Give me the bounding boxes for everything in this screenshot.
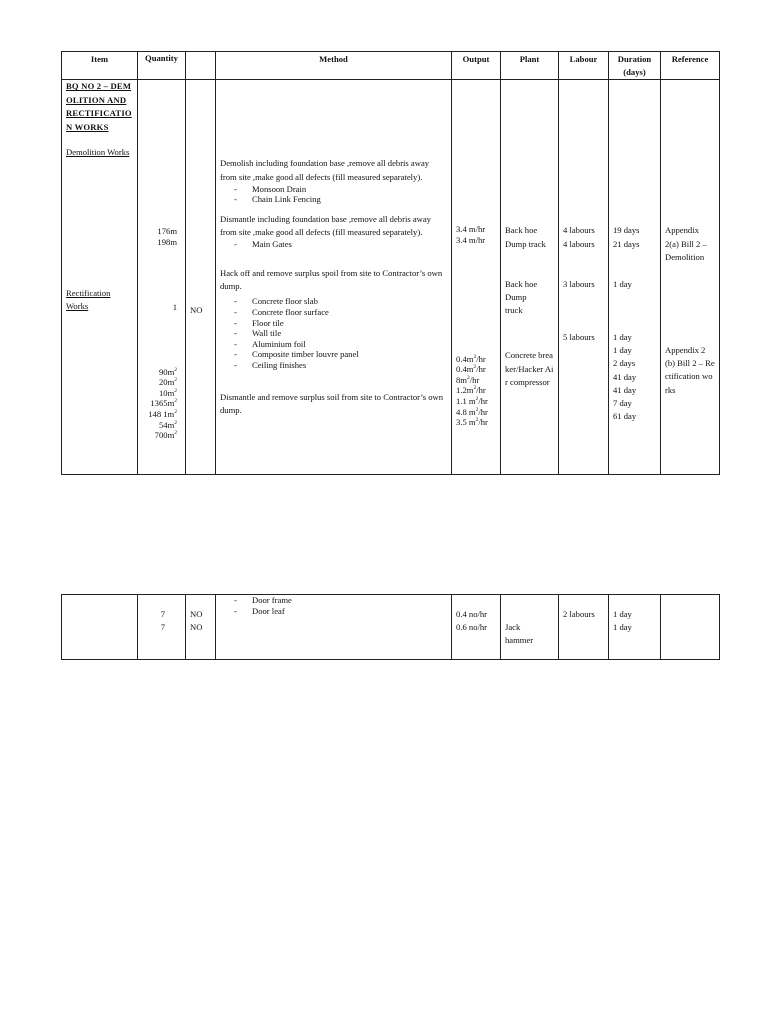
plant-value: Back hoe xyxy=(505,225,538,236)
rectification-method-text: Hack off and remove surplus spoil from site to Contractor’s own dump. xyxy=(220,268,443,292)
plant-value: Jack hammer xyxy=(505,622,534,646)
continuation-table xyxy=(61,594,720,660)
labour-cell xyxy=(559,80,609,475)
plant-cell xyxy=(501,80,559,475)
labour-value: 4 labours xyxy=(563,238,595,249)
method-list-item: - Aluminium foil xyxy=(234,338,306,349)
labour-value: 2 labours xyxy=(563,609,595,619)
method-list-item: - Main Gates xyxy=(234,239,292,250)
labour-cell xyxy=(559,595,609,660)
plant-value: Back hoe Dump truck xyxy=(505,278,538,316)
output-value: 3.4 m/hr xyxy=(456,235,486,245)
output-value: 4.8 $m^2/hr$ xyxy=(456,406,488,417)
plant-value: Dump track xyxy=(505,238,546,249)
quantity-value: 176m xyxy=(157,226,177,237)
duration-value: 41 day xyxy=(613,384,637,395)
method-statement-table xyxy=(61,51,720,475)
plant-cell xyxy=(501,595,559,660)
quantity-cell xyxy=(138,595,186,660)
method-list-item: - Monsoon Drain xyxy=(234,183,307,194)
method-list-item: - Concrete floor slab xyxy=(234,296,318,307)
header-quantity: Quantity xyxy=(138,52,186,80)
output-value: 3.4 m/hr xyxy=(456,224,486,235)
header-output: Output xyxy=(452,52,501,80)
duration-value: 19 days xyxy=(613,225,640,236)
reference-value: Appendix 2(b) Bill 2 – Rectification works xyxy=(665,345,715,395)
output-value: 0.6 no/hr xyxy=(456,622,488,633)
output-cell xyxy=(452,80,501,475)
continuation-row xyxy=(62,595,720,660)
quantity-value: $700m^2$ xyxy=(154,430,177,441)
method-list-item: - Composite timber louvre panel xyxy=(234,349,359,360)
rectification-method2-text: Dismantle and remove surplus soil from site to Contractor’s own dump. xyxy=(220,391,444,415)
method-cell xyxy=(216,595,452,660)
header-row xyxy=(62,52,720,80)
body-row xyxy=(62,80,720,475)
quantity-value: 198m xyxy=(157,237,177,247)
output-value: 3.5 $m^2/hr$ xyxy=(456,417,488,428)
method-cell xyxy=(216,80,452,475)
quantity-value: 148 $1m^2$ xyxy=(148,408,177,419)
unit-value: NO xyxy=(190,609,203,619)
unit-value: NO xyxy=(190,622,203,633)
quantity-value: $10m^2$ xyxy=(158,387,177,398)
rectification-works-label: Rectification Works xyxy=(66,288,111,312)
header-duration: Duration (days) xyxy=(609,52,661,80)
method-list-item: - Floor tile xyxy=(234,317,284,328)
reference-cell xyxy=(661,80,720,475)
quantity-value: $90m^2$ xyxy=(158,366,177,377)
output-value: 1.1 $m^2/hr$ xyxy=(456,395,488,406)
method-list-item: - Door leaf xyxy=(234,605,285,616)
demolition-works-label: Demolition Works xyxy=(66,147,130,158)
section-title: BQ NO 2 – DEMOLITION AND RECTIFICATION WORKS xyxy=(66,81,132,132)
duration-value: 1 day xyxy=(613,622,632,633)
quantity-value: $20m^2$ xyxy=(158,377,177,388)
header-reference: Reference xyxy=(661,52,720,80)
header-method: Method xyxy=(216,52,452,80)
header-labour: Labour xyxy=(559,52,609,80)
output-cell xyxy=(452,595,501,660)
output-value: 0.4 no/hr xyxy=(456,609,488,619)
quantity-value: 7 xyxy=(160,609,165,619)
duration-value: 41 day xyxy=(613,371,637,382)
unit-cell xyxy=(186,595,216,660)
duration-value: 1 day xyxy=(613,345,632,356)
labour-value: 3 labours xyxy=(563,278,595,289)
method-list-item: - Chain Link Fencing xyxy=(234,194,321,205)
reference-cell xyxy=(661,595,720,660)
output-value: $0.4m^2/hr$ xyxy=(456,353,486,364)
quantity-value: $54m^2$ xyxy=(158,419,177,430)
duration-value: 1 day xyxy=(613,278,632,289)
labour-value: 4 labours xyxy=(563,225,595,236)
duration-value: 61 day xyxy=(613,411,637,422)
method-list-item: - Wall tile xyxy=(234,328,282,339)
demolition-method-text: Demolish including foundation base ,remove all debris away from site ,make good all defects (fill measured separately). xyxy=(220,158,430,182)
duration-value: 1 day xyxy=(613,609,632,619)
quantity-value: 1 xyxy=(172,301,177,312)
header-plant: Plant xyxy=(501,52,559,80)
quantity-value: $1365m^2$ xyxy=(150,398,177,409)
reference-value: Appendix 2(a) Bill 2 – Demolition xyxy=(665,225,707,262)
header-unit xyxy=(186,52,216,80)
duration-value: 1 day xyxy=(613,331,632,342)
duration-cell xyxy=(609,595,661,660)
unit-cell xyxy=(186,80,216,475)
item-cell xyxy=(62,595,138,660)
output-value: $0.4m^2/hr$ xyxy=(456,364,486,375)
quantity-value: 7 xyxy=(160,622,165,633)
header-item: Item xyxy=(62,52,138,80)
duration-value: 21 days xyxy=(613,238,640,249)
labour-value: 5 labours xyxy=(563,331,595,342)
duration-value: 2 days xyxy=(613,358,636,369)
quantity-cell xyxy=(138,80,186,475)
item-cell xyxy=(62,80,138,475)
dismantle-method-text: Dismantle including foundation base ,remove all debris away from site ,make good all defects (fill measured separately). xyxy=(220,214,431,238)
output-value: $1.2m^2/hr$ xyxy=(456,385,486,396)
duration-cell xyxy=(609,80,661,475)
method-list-item: - Door frame xyxy=(234,595,292,605)
output-value: $8m^2/hr$ xyxy=(456,374,480,385)
method-list-item: - Ceiling finishes xyxy=(234,359,307,370)
plant-value: Concrete breaker/Hacker Air compressor xyxy=(505,350,554,387)
duration-value: 7 day xyxy=(613,397,632,408)
unit-value: NO xyxy=(190,305,203,316)
method-list-item: - Concrete floor surface xyxy=(234,307,329,317)
